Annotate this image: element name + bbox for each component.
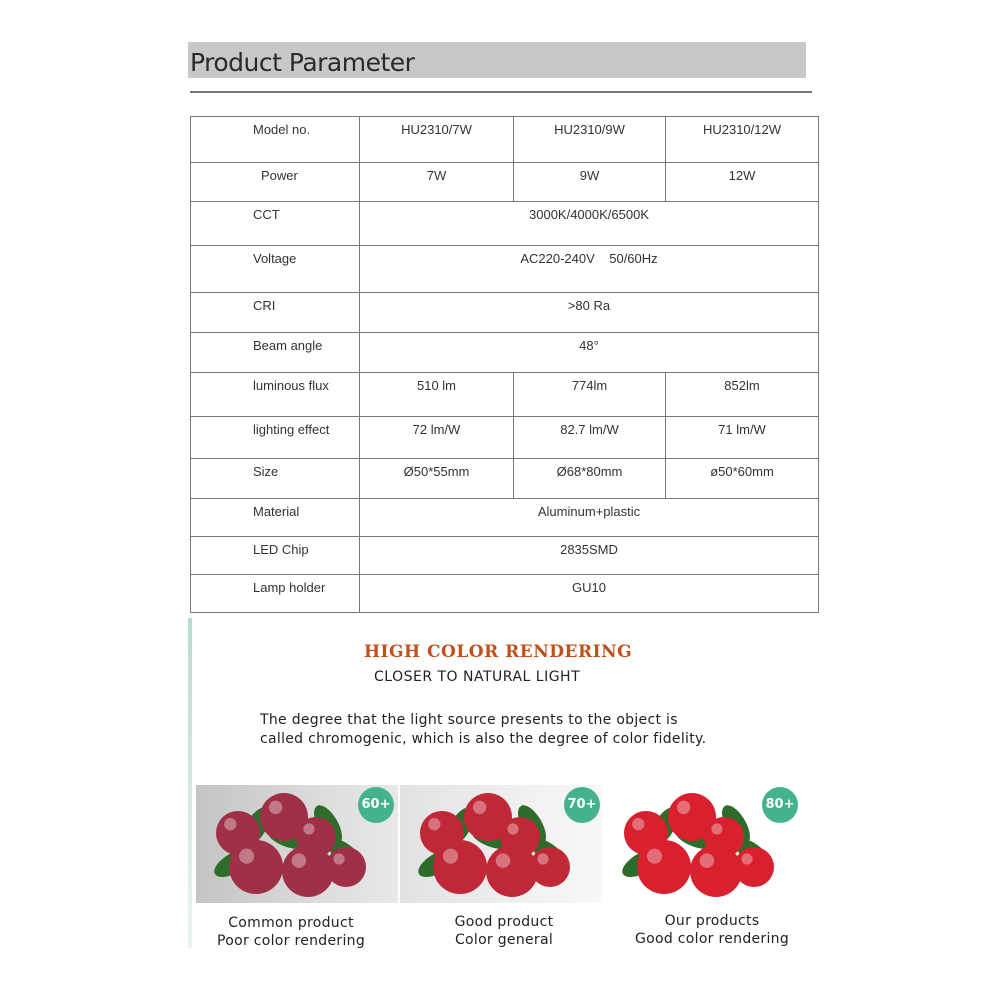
table-row <box>191 459 819 499</box>
berry-highlight <box>496 853 511 868</box>
table-row <box>191 163 819 202</box>
table-row <box>191 333 819 373</box>
berry-highlight <box>632 818 644 830</box>
berry-highlight <box>537 853 548 864</box>
table-row <box>191 293 819 333</box>
table-row <box>191 202 819 246</box>
table-row <box>191 373 819 417</box>
cri-badge: 70+ <box>564 787 600 823</box>
cell-value: ø50*60mm <box>666 459 819 499</box>
cell-value: GU10 <box>360 575 819 613</box>
caption-line: Color general <box>454 932 554 948</box>
row-label: Power <box>191 163 360 202</box>
cell-value: 774lm <box>514 373 666 417</box>
title-divider <box>190 91 812 93</box>
panel-caption <box>206 914 376 950</box>
berry-shape <box>326 847 366 887</box>
comparison-panel-60 <box>196 785 398 903</box>
table-row <box>191 537 819 575</box>
cell-value: AC220-240V 50/60Hz <box>360 246 819 293</box>
caption-line: Good color rendering <box>634 931 790 947</box>
cell-value: 2835SMD <box>360 537 819 575</box>
title-bar <box>188 42 806 78</box>
section-description <box>260 711 706 749</box>
row-label: CCT <box>191 202 360 246</box>
berry-highlight <box>677 801 690 814</box>
cell-value: HU2310/9W <box>514 117 666 163</box>
berry-highlight <box>224 818 236 830</box>
berry-shape <box>433 840 487 894</box>
row-label: Size <box>191 459 360 499</box>
cell-value: 71 lm/W <box>666 417 819 459</box>
berry-highlight <box>647 849 662 864</box>
cell-value: 72 lm/W <box>360 417 514 459</box>
berry-shape <box>530 847 570 887</box>
cell-value: Ø68*80mm <box>514 459 666 499</box>
table-row <box>191 117 819 163</box>
row-label: Material <box>191 499 360 537</box>
berry-shape <box>637 840 691 894</box>
cell-value: HU2310/7W <box>360 117 514 163</box>
comparison-panel-80 <box>604 785 806 903</box>
panel-caption <box>622 912 802 948</box>
caption-line: Poor color rendering <box>216 933 366 949</box>
cell-value: 48° <box>360 333 819 373</box>
cell-value: Aluminum+plastic <box>360 499 819 537</box>
section-subtitle: CLOSER TO NATURAL LIGHT <box>374 669 581 685</box>
caption-line: Common product <box>228 915 354 931</box>
caption-line: Our products <box>664 913 760 929</box>
berry-shape <box>734 847 774 887</box>
berry-highlight <box>711 823 722 834</box>
cri-badge: 80+ <box>762 787 798 823</box>
berry-highlight <box>507 823 518 834</box>
page-title: Product Parameter <box>190 48 415 77</box>
berry-shape <box>282 845 334 897</box>
description-line: called chromogenic, which is also the degree of color fidelity. <box>260 731 707 747</box>
berry-highlight <box>443 849 458 864</box>
berry-highlight <box>333 853 344 864</box>
row-label: Beam angle <box>191 333 360 373</box>
cell-value: 510 lm <box>360 373 514 417</box>
table-row <box>191 246 819 293</box>
comparison-panel-70 <box>400 785 602 903</box>
berry-highlight <box>700 853 715 868</box>
cell-value: 3000K/4000K/6500K <box>360 202 819 246</box>
cell-value: HU2310/12W <box>666 117 819 163</box>
section-accent-bar <box>188 618 192 948</box>
row-label: Model no. <box>191 117 360 163</box>
row-label: luminous flux <box>191 373 360 417</box>
cell-value: 82.7 lm/W <box>514 417 666 459</box>
berry-shape <box>690 845 742 897</box>
cell-value: >80 Ra <box>360 293 819 333</box>
row-label: CRI <box>191 293 360 333</box>
spec-table <box>190 116 819 613</box>
cri-badge: 60+ <box>358 787 394 823</box>
cell-value: 12W <box>666 163 819 202</box>
berry-highlight <box>292 853 307 868</box>
berry-highlight <box>269 801 282 814</box>
berry-highlight <box>303 823 314 834</box>
row-label: Lamp holder <box>191 575 360 613</box>
berry-shape <box>229 840 283 894</box>
berry-highlight <box>741 853 752 864</box>
table-row <box>191 417 819 459</box>
berry-highlight <box>473 801 486 814</box>
berry-highlight <box>239 849 254 864</box>
cell-value: 852lm <box>666 373 819 417</box>
table-row <box>191 575 819 613</box>
panel-caption <box>424 913 584 949</box>
section-title: HIGH COLOR RENDERING <box>364 642 633 662</box>
berry-highlight <box>428 818 440 830</box>
berry-shape <box>486 845 538 897</box>
row-label: LED Chip <box>191 537 360 575</box>
caption-line: Good product <box>454 914 554 930</box>
cell-value: Ø50*55mm <box>360 459 514 499</box>
row-label: Voltage <box>191 246 360 293</box>
cell-value: 9W <box>514 163 666 202</box>
description-line: The degree that the light source presents to the object is <box>260 712 678 728</box>
cell-value: 7W <box>360 163 514 202</box>
row-label: lighting effect <box>191 417 360 459</box>
table-row <box>191 499 819 537</box>
